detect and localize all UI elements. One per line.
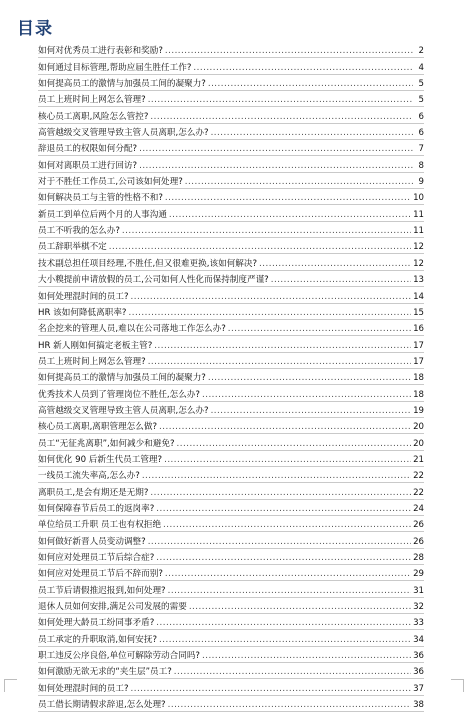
toc-entry[interactable]: [38, 647, 424, 663]
toc-entry-page-number[interactable]: 34: [413, 634, 424, 645]
toc-entry-title[interactable]: 离职员工,是会有期还是无期?: [38, 487, 149, 498]
toc-dot-leader: [159, 635, 411, 646]
toc-entry-page-number[interactable]: 37: [413, 683, 424, 694]
toc-entry-title[interactable]: 员工上班时间上网怎么管理?: [38, 356, 146, 367]
toc-entry[interactable]: [38, 549, 424, 565]
toc-dot-leader: [193, 63, 413, 74]
toc-dot-leader: [185, 177, 413, 188]
toc-entry-page-number[interactable]: 18: [413, 389, 424, 400]
toc-entry[interactable]: [38, 58, 424, 74]
toc-dot-leader: [148, 357, 411, 368]
toc-entry[interactable]: [38, 91, 424, 107]
toc-dot-leader: [150, 112, 413, 123]
toc-entry-title[interactable]: 员工承定的升职取消,如何安抚?: [38, 634, 158, 645]
toc-entry-title[interactable]: HR 该如何降低离职率?: [38, 307, 127, 318]
toc-entry-title[interactable]: 名企挖来的管理人员,难以在公司落地工作怎么办?: [38, 324, 226, 335]
toc-entry[interactable]: [38, 304, 424, 320]
toc-dot-leader: [271, 275, 411, 286]
page-corner-mark-right: [451, 679, 464, 692]
toc-entry-page-number[interactable]: 24: [413, 503, 424, 514]
toc-entry-page-number[interactable]: 13: [413, 275, 424, 286]
toc-entry-title[interactable]: 如何激励无欲无求的“夹生层”员工?: [38, 667, 172, 678]
toc-entry-page-number[interactable]: 12: [413, 258, 424, 269]
toc-entry-title[interactable]: 技术副总担任项目经理,不胜任,但又很难更换,该如何解决?: [38, 258, 258, 269]
toc-entry-page-number[interactable]: 15: [413, 307, 424, 318]
toc-entry-title[interactable]: 如何通过目标管理,帮助应届生胜任工作?: [38, 62, 192, 73]
toc-entry-title[interactable]: 退休人员如何安排,满足公司发展的需要: [38, 602, 187, 613]
toc-entry-page-number[interactable]: 9: [418, 177, 424, 188]
toc-entry[interactable]: [38, 614, 424, 630]
toc-entry-page-number[interactable]: 5: [418, 95, 424, 106]
toc-entry[interactable]: [38, 238, 424, 254]
toc-entry[interactable]: [38, 581, 424, 597]
toc-entry-page-number[interactable]: 17: [413, 356, 424, 367]
toc-entry-title[interactable]: 员工辞职举棋不定: [38, 242, 107, 253]
toc-entry[interactable]: [38, 107, 424, 123]
toc-entry-page-number[interactable]: 8: [418, 160, 424, 171]
toc-dot-leader: [202, 390, 411, 401]
toc-entry[interactable]: [38, 320, 424, 336]
toc-entry[interactable]: [38, 402, 424, 418]
toc-entry-page-number[interactable]: 6: [418, 128, 424, 139]
toc-entry-page-number[interactable]: 14: [413, 291, 424, 302]
toc-entry-title[interactable]: 核心员工离职,离职管理怎么做?: [38, 422, 158, 433]
toc-entry-page-number[interactable]: 38: [413, 700, 424, 711]
toc-entry-title[interactable]: 对于不胜任工作员工,公司该如何处理?: [38, 177, 183, 188]
toc-dot-leader: [169, 210, 411, 221]
toc-dot-leader: [168, 586, 411, 597]
toc-entry[interactable]: [38, 696, 424, 712]
toc-entry[interactable]: [38, 451, 424, 467]
toc-entry-page-number[interactable]: 18: [413, 373, 424, 384]
toc-entry-title[interactable]: 员工“无征兆离职”,如何减少和避免?: [38, 438, 175, 449]
toc-entry-page-number[interactable]: 11: [413, 226, 424, 237]
toc-entry-title[interactable]: 如何对优秀员工进行表彰和奖励?: [38, 46, 163, 57]
toc-dot-leader: [164, 455, 411, 466]
page-corner-mark-left: [4, 679, 17, 692]
toc-dot-leader: [131, 684, 412, 695]
toc-entry[interactable]: [38, 287, 424, 303]
toc-entry-title[interactable]: 职工违反公序良俗,单位可解除劳动合同吗?: [38, 651, 200, 662]
toc-entry-title[interactable]: 员工节后请假推迟报到,如何处理?: [38, 585, 166, 596]
toc-entry[interactable]: [38, 42, 424, 58]
toc-entry-title[interactable]: 如何对离职员工进行回访?: [38, 160, 138, 171]
toc-entry[interactable]: [38, 434, 424, 450]
toc-entry[interactable]: [38, 663, 424, 679]
toc-entry[interactable]: [38, 124, 424, 140]
toc-entry[interactable]: [38, 679, 424, 695]
toc-entry-page-number[interactable]: 6: [418, 111, 424, 122]
toc-entry-title[interactable]: 优秀技术人员到了管理岗位不胜任,怎么办?: [38, 389, 200, 400]
toc-entry-title[interactable]: 员工借长期请假求辞退,怎么处理?: [38, 700, 166, 711]
toc-entry-page-number[interactable]: 26: [413, 536, 424, 547]
toc-entry[interactable]: [38, 532, 424, 548]
toc-dot-leader: [142, 471, 411, 482]
toc-entry-page-number[interactable]: 22: [413, 487, 424, 498]
toc-entry-page-number[interactable]: 29: [413, 569, 424, 580]
toc-dot-leader: [177, 439, 412, 450]
toc-entry[interactable]: [38, 516, 424, 532]
toc-entry[interactable]: [38, 205, 424, 221]
toc-dot-leader: [211, 406, 411, 417]
toc-dot-leader: [156, 504, 411, 515]
toc-entry[interactable]: [38, 189, 424, 205]
toc-dot-leader: [208, 373, 411, 384]
toc-entry-title[interactable]: 如何处理大龄员工纷同事矛盾?: [38, 618, 155, 629]
toc-entry-title[interactable]: 如何解决员工与主管的性格不和?: [38, 193, 163, 204]
toc-entry-page-number[interactable]: 16: [413, 324, 424, 335]
toc-entry-page-number[interactable]: 5: [418, 79, 424, 90]
toc-entry-page-number[interactable]: 20: [413, 422, 424, 433]
toc-entry-title[interactable]: 如何处理混时间的员工?: [38, 683, 129, 694]
toc-entry-page-number[interactable]: 31: [413, 585, 424, 596]
toc-entry-page-number[interactable]: 26: [413, 520, 424, 531]
toc-entry-page-number[interactable]: 21: [413, 454, 424, 465]
toc-entry-title[interactable]: HR 新人刚如何搞定老板主管?: [38, 340, 153, 351]
toc-entry[interactable]: [38, 173, 424, 189]
toc-entry[interactable]: [38, 385, 424, 401]
toc-entry-title[interactable]: 如何保障春节后员工的返岗率?: [38, 503, 155, 514]
toc-entry-title[interactable]: 单位给员工升职 员工也有权拒绝: [38, 520, 162, 531]
toc-dot-leader: [148, 537, 411, 548]
toc-entry-title[interactable]: 如何优化 90 后新生代员工管理?: [38, 454, 163, 465]
toc-entry[interactable]: [38, 467, 424, 483]
toc-dot-leader: [131, 292, 412, 303]
toc-entry-page-number[interactable]: 19: [413, 405, 424, 416]
toc-dot-leader: [109, 242, 411, 253]
toc-entry-title[interactable]: 如何提高员工的激情与加强员工间的凝聚力?: [38, 373, 206, 384]
toc-dot-leader: [154, 341, 411, 352]
toc-entry-title[interactable]: 如何应对处理员工节后不辞而别?: [38, 569, 163, 580]
toc-entry-title[interactable]: 核心员工离职,风险怎么管控?: [38, 111, 149, 122]
toc-entry-page-number[interactable]: 17: [413, 340, 424, 351]
toc-entry-title[interactable]: 员工上班时间上网怎么管理?: [38, 95, 146, 106]
toc-dot-leader: [163, 520, 411, 531]
toc-entry[interactable]: [38, 271, 424, 287]
toc-entry-page-number[interactable]: 36: [413, 667, 424, 678]
toc-entry-title[interactable]: 如何处理混时间的员工?: [38, 291, 129, 302]
toc-entry-page-number[interactable]: 2: [418, 46, 424, 57]
toc-entry-title[interactable]: 新员工到单位后两个月的人事沟通: [38, 209, 167, 220]
toc-entry[interactable]: [38, 254, 424, 270]
toc-entry-page-number[interactable]: 22: [413, 471, 424, 482]
toc-entry[interactable]: [38, 353, 424, 369]
toc-dot-leader: [165, 46, 413, 57]
toc-dot-leader: [208, 79, 413, 90]
toc-dot-leader: [168, 700, 411, 711]
toc-entry-title[interactable]: 高管越级交叉管理导致主管人员离职,怎么办?: [38, 405, 209, 416]
toc-entry[interactable]: [38, 336, 424, 352]
toc-dot-leader: [122, 226, 411, 237]
toc-dot-leader: [189, 602, 411, 613]
toc-entry-page-number[interactable]: 28: [413, 553, 424, 563]
toc-entry-title[interactable]: 如何做好新晋人员变动调整?: [38, 536, 146, 547]
toc-dot-leader: [139, 144, 413, 155]
toc-dot-leader: [150, 488, 411, 499]
toc-entry-page-number[interactable]: 12: [413, 242, 424, 253]
toc-entry-page-number[interactable]: 33: [413, 618, 424, 629]
toc-entry[interactable]: [38, 75, 424, 91]
toc-entry[interactable]: [38, 418, 424, 434]
table-of-contents: [38, 42, 424, 712]
toc-dot-leader: [211, 128, 413, 139]
toc-dot-leader: [156, 553, 411, 564]
toc-entry-page-number[interactable]: 20: [413, 438, 424, 449]
toc-entry[interactable]: [38, 565, 424, 581]
toc-dot-leader: [148, 95, 413, 106]
toc-entry-page-number[interactable]: 36: [413, 651, 424, 662]
toc-entry[interactable]: [38, 630, 424, 646]
toc-dot-leader: [228, 324, 411, 335]
toc-entry[interactable]: [38, 483, 424, 499]
toc-entry-title[interactable]: 辞退员工的权限如何分配?: [38, 144, 138, 155]
toc-entry[interactable]: [38, 598, 424, 614]
toc-entry[interactable]: [38, 222, 424, 238]
toc-dot-leader: [156, 618, 411, 629]
toc-entry-title[interactable]: 大小糗提前申请放假的员工,公司如何人性化而保持制度严谨?: [38, 275, 269, 286]
toc-entry-title[interactable]: 高管越级交叉管理导致主管人员离职,怎么办?: [38, 128, 209, 139]
toc-entry[interactable]: [38, 500, 424, 516]
toc-entry-title[interactable]: 如何提高员工的激情与加强员工间的凝聚力?: [38, 79, 206, 90]
toc-dot-leader: [159, 422, 411, 433]
toc-dot-leader: [165, 193, 411, 204]
toc-entry-title[interactable]: 一线员工流失率高,怎么办?: [38, 471, 140, 482]
toc-dot-leader: [202, 651, 411, 662]
toc-entry[interactable]: [38, 369, 424, 385]
toc-entry-page-number[interactable]: 10: [413, 193, 424, 204]
toc-dot-leader: [165, 569, 411, 580]
toc-entry[interactable]: [38, 156, 424, 172]
toc-entry-title[interactable]: 员工不听我的怎么办?: [38, 226, 120, 237]
toc-entry-title[interactable]: 如何应对处理员工节后综合症?: [38, 553, 155, 563]
toc-entry[interactable]: [38, 140, 424, 156]
toc-dot-leader: [139, 161, 413, 172]
toc-entry-page-number[interactable]: 4: [418, 62, 424, 73]
toc-dot-leader: [259, 259, 411, 270]
toc-dot-leader: [128, 308, 411, 319]
toc-dot-leader: [174, 667, 411, 678]
toc-entry-page-number[interactable]: 11: [413, 209, 424, 220]
toc-entry-page-number[interactable]: 7: [418, 144, 424, 155]
toc-entry-page-number[interactable]: 32: [413, 602, 424, 613]
page-title: 目录: [17, 19, 53, 39]
